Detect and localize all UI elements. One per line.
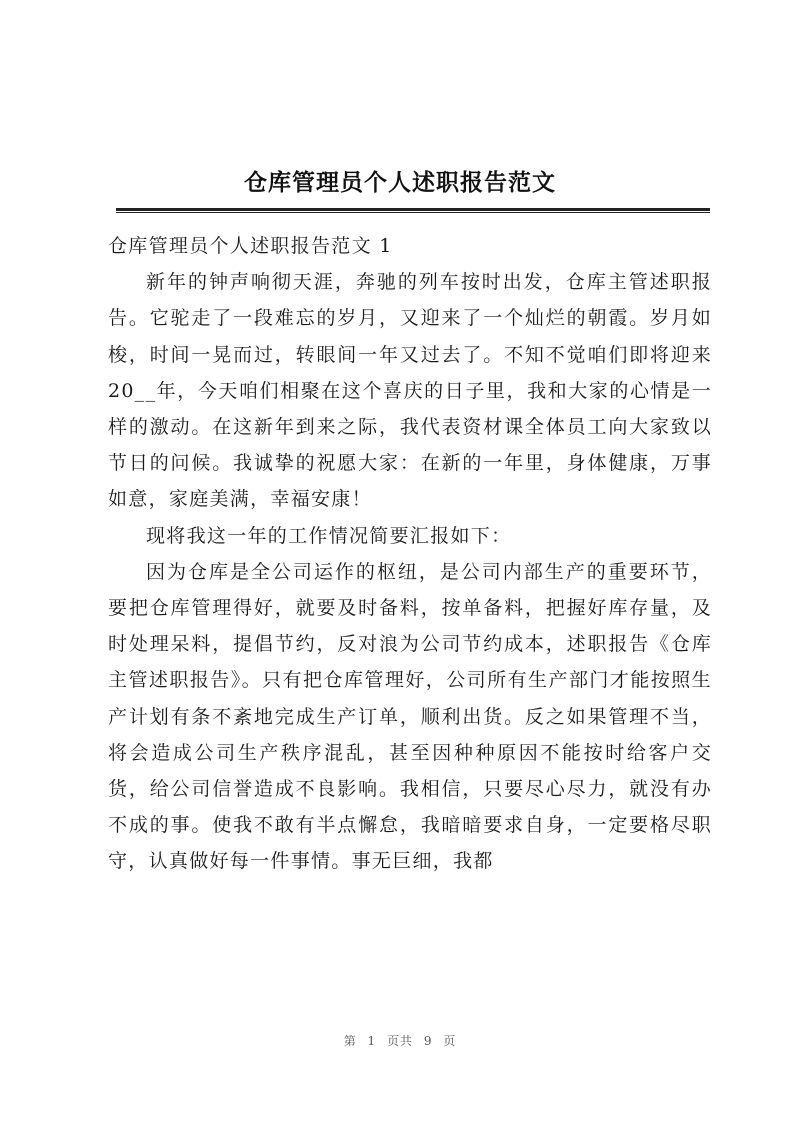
page-number-footer: 第 1 页共 9 页 xyxy=(343,1034,457,1048)
paragraph: 因为仓库是全公司运作的枢纽，是公司内部生产的重要环节，要把仓库管理得好，就要及时备料，按单备料，把握好库存量，及时处理呆料，提倡节约，反对浪为公司节约成本，述职报告《仓库主管述职报告》。只有把仓库管理好，公司所有生产部门才能按照生产计划有条不紊地完成生产订单，顺利出货。反之如果管理不当，将会造成公司生产秩序混乱，甚至因种种原因不能按时给客户交货，给公司信誉造成不良影响。我相信，只要尽心尽力，就没有办不成的事。使我不敢有半点懈怠，我暗暗要求自身，一定要格尽职守，认真做好每一件事情。事无巨细，我都 xyxy=(108,560,712,873)
paragraph: 新年的钟声响彻天涯，奔驰的列车按时出发，仓库主管述职报告。它驼走了一段难忘的岁月，又迎来了一个灿烂的朝霞。岁月如梭，时间一晃而过，转眼间一年又过去了。不知不觉咱们即将迎来 20__年，今天咱们相聚在这个喜庆的日子里，我和大家的心情是一样的激动。在这新年到来之际，我代表资材课全体员工向大家致以节日的问候。我诚挚的祝愿大家：在新的一年里，身体健康，万事如意，家庭美满，幸福安康！ xyxy=(108,271,712,511)
title-divider xyxy=(116,208,710,213)
document-body xyxy=(108,228,712,880)
document-title: 仓库管理员个人述职报告范文 xyxy=(244,169,556,196)
paragraph: 现将我这一年的工作情况简要汇报如下： xyxy=(146,524,512,547)
section-heading: 仓库管理员个人述职报告范文 1 xyxy=(108,235,393,257)
